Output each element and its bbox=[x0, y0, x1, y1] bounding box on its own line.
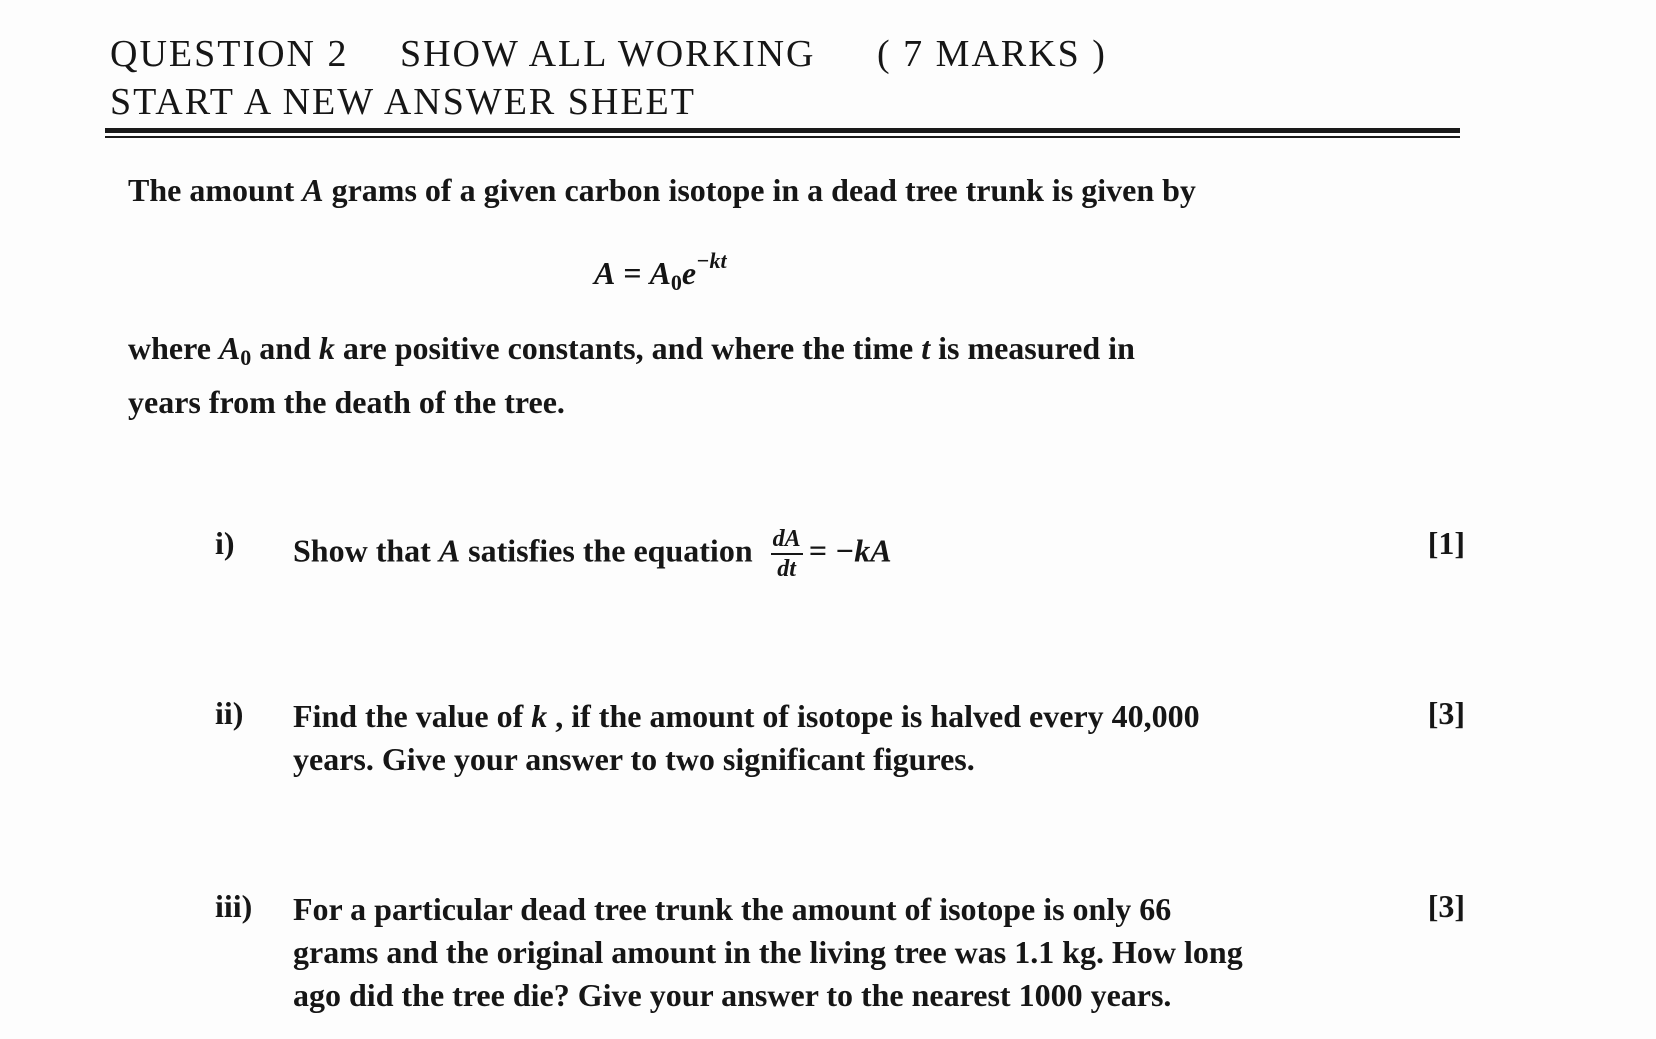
intro-paragraph bbox=[128, 172, 1196, 209]
question-number: 2 bbox=[327, 33, 349, 75]
part-line-3: ago did the tree die? Give your answer to the nearest 1000 years. bbox=[293, 977, 1172, 1013]
where-A0: A bbox=[218, 330, 241, 366]
part-number: i) bbox=[215, 525, 235, 561]
part-marks: [1] bbox=[1427, 525, 1465, 561]
formula-lhs: A bbox=[594, 255, 616, 291]
equation-rhs: = −kA bbox=[808, 532, 892, 569]
question-header bbox=[110, 30, 1460, 126]
where-t: t bbox=[921, 330, 931, 366]
question-header-line bbox=[110, 30, 1460, 78]
where-A0-subscript: 0 bbox=[240, 345, 252, 370]
variable-A: A bbox=[302, 172, 324, 208]
part-line-1 bbox=[293, 695, 1383, 738]
constants-paragraph bbox=[128, 326, 1135, 424]
header-divider-thick bbox=[105, 128, 1460, 133]
part-text bbox=[293, 695, 1383, 781]
part-number: ii) bbox=[215, 695, 244, 731]
part-text bbox=[293, 888, 1383, 1017]
where-text-3: are positive constants, and where the time bbox=[334, 330, 922, 366]
formula-A0: A bbox=[649, 255, 671, 291]
fraction-denominator: dt bbox=[777, 556, 796, 582]
fraction-numerator: dA bbox=[771, 525, 803, 555]
where-k: k bbox=[318, 330, 335, 366]
intro-text-end: grams of a given carbon isotope in a dead tree trunk is given by bbox=[323, 172, 1196, 208]
constants-line-1 bbox=[128, 326, 1135, 380]
answer-sheet-instruction: START A NEW ANSWER SHEET bbox=[110, 81, 696, 123]
part-number: iii) bbox=[215, 888, 253, 924]
where-text-2: and bbox=[251, 330, 319, 366]
where-text-4: is measured in bbox=[930, 330, 1135, 366]
formula-A0-subscript: 0 bbox=[670, 270, 682, 295]
instruction-text: SHOW ALL WORKING bbox=[399, 33, 816, 75]
part-line-2: years. Give your answer to two significant figures. bbox=[293, 741, 975, 777]
constants-line-2: years from the death of the tree. bbox=[128, 384, 565, 420]
part-variable: A bbox=[438, 532, 461, 569]
formula-exponent: −kt bbox=[696, 248, 727, 273]
formula-equals: = bbox=[615, 255, 650, 291]
part-text bbox=[293, 525, 1383, 583]
total-marks: ( 7 MARKS ) bbox=[877, 33, 1107, 75]
formula-e: e bbox=[681, 255, 697, 291]
part-text-start: Find the value of bbox=[293, 698, 532, 734]
intro-text-start: The amount bbox=[128, 172, 303, 208]
part-marks: [3] bbox=[1427, 695, 1465, 731]
part-text-end: , if the amount of isotope is halved every 40,000 bbox=[547, 698, 1200, 734]
where-text-1: where bbox=[128, 330, 219, 366]
part-marks: [3] bbox=[1427, 888, 1465, 924]
part-line-2: grams and the original amount in the living tree was 1.1 kg. How long bbox=[293, 934, 1243, 970]
part-text-mid: satisfies the equation bbox=[460, 532, 761, 569]
question-label: QUESTION bbox=[110, 33, 316, 75]
part-text-start: Show that bbox=[293, 532, 439, 569]
decay-formula bbox=[594, 248, 727, 296]
header-divider-thin bbox=[105, 136, 1460, 138]
part-line-1: For a particular dead tree trunk the amount of isotope is only 66 bbox=[293, 891, 1172, 927]
part-variable: k bbox=[531, 698, 548, 734]
derivative-fraction bbox=[771, 525, 803, 583]
